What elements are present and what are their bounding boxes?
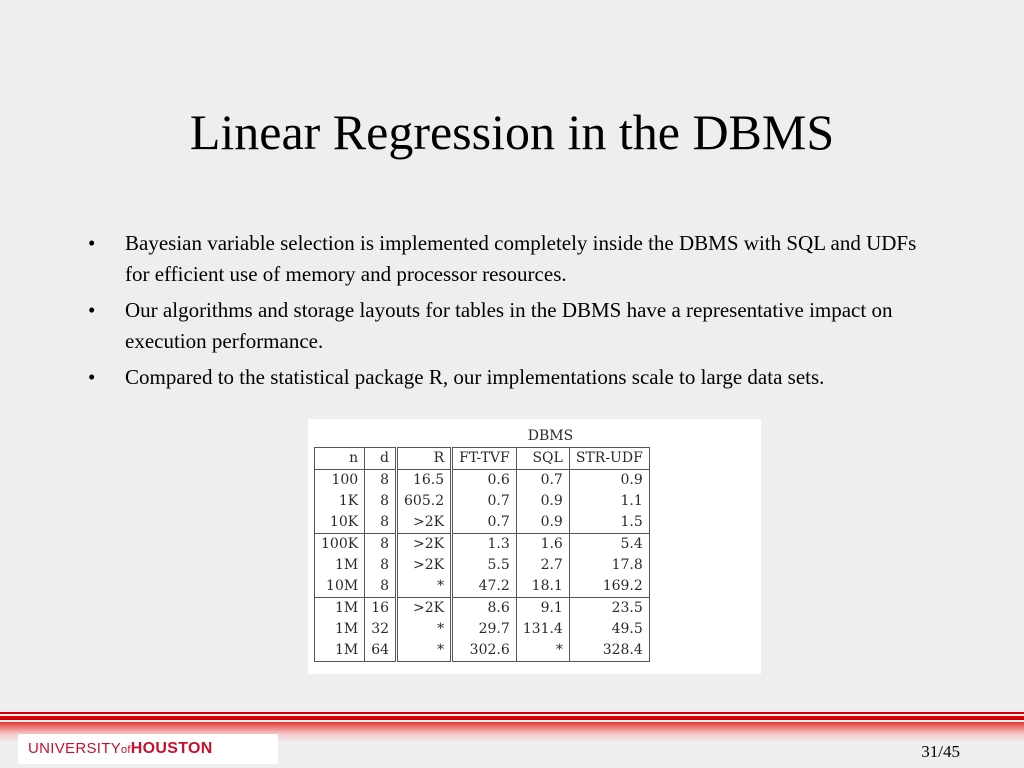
slide-title: Linear Regression in the DBMS	[189, 104, 835, 160]
table-cell: 2.7	[516, 555, 569, 576]
table-header-cell: SQL	[516, 448, 569, 470]
table-cell: 1.1	[569, 491, 649, 512]
table-cell: 1M	[315, 640, 365, 662]
table-header-cell: R	[397, 448, 452, 470]
table-cell: 8	[365, 576, 397, 598]
table-cell: 8.6	[452, 598, 517, 620]
bullet-text: Compared to the statistical package R, our implementations scale to large data sets.	[125, 365, 825, 389]
table-cell: 8	[365, 491, 397, 512]
table-cell: 8	[365, 555, 397, 576]
table-cell: >2K	[397, 512, 452, 534]
table-header-cell: FT-TVF	[452, 448, 517, 470]
table-cell: 0.9	[516, 512, 569, 534]
bullet-glyph: •	[88, 298, 96, 322]
table-cell: *	[516, 640, 569, 662]
table-cell: 302.6	[452, 640, 517, 662]
logo-of: of	[121, 744, 131, 756]
table-cell: 10K	[315, 512, 365, 534]
table-cell: 16.5	[397, 470, 452, 492]
bullet-item	[88, 295, 938, 357]
table-row	[315, 576, 650, 598]
table-cell: 1M	[315, 555, 365, 576]
table-cell: 100	[315, 470, 365, 492]
footer-accent-lines	[0, 712, 1024, 734]
table-cell: 1.6	[516, 534, 569, 556]
results-table	[314, 426, 650, 662]
table-cell: *	[397, 576, 452, 598]
table-cell: 131.4	[516, 619, 569, 640]
bullet-glyph: •	[88, 231, 96, 255]
table-cell: 328.4	[569, 640, 649, 662]
table-cell: >2K	[397, 534, 452, 556]
table-row	[315, 512, 650, 534]
table-cell: 5.4	[569, 534, 649, 556]
table-cell: *	[397, 640, 452, 662]
table-cell: 8	[365, 470, 397, 492]
table-row	[315, 619, 650, 640]
logo-university: UNIVERSITY	[28, 740, 122, 757]
table-cell: 0.7	[516, 470, 569, 492]
page-number: 31/45	[921, 742, 960, 761]
table-header-cell: STR-UDF	[569, 448, 649, 470]
table-group-header: DBMS	[527, 428, 574, 444]
table-cell: 1.3	[452, 534, 517, 556]
table-cell: 1M	[315, 598, 365, 620]
table-cell: 100K	[315, 534, 365, 556]
table-row	[315, 534, 650, 556]
table-cell: 23.5	[569, 598, 649, 620]
table-cell: 10M	[315, 576, 365, 598]
table-cell: 0.9	[569, 470, 649, 492]
table-row	[315, 598, 650, 620]
table-cell: 0.7	[452, 491, 517, 512]
table-header-cell: d	[365, 448, 397, 470]
table-header-cell: n	[315, 448, 365, 470]
table-row	[315, 640, 650, 662]
table-body	[315, 470, 650, 662]
table-cell: 49.5	[569, 619, 649, 640]
table-row	[315, 470, 650, 492]
table-cell: 64	[365, 640, 397, 662]
table-cell: 29.7	[452, 619, 517, 640]
table-header-row	[315, 448, 650, 470]
table-cell: 16	[365, 598, 397, 620]
table-group-header-row	[315, 426, 650, 448]
table-cell: 9.1	[516, 598, 569, 620]
table-cell: 1M	[315, 619, 365, 640]
table-cell: 0.9	[516, 491, 569, 512]
bullet-item	[88, 228, 938, 290]
bullet-text: Bayesian variable selection is implemented completely inside the DBMS with SQL and UDFs for efficient use of memory and processor resources.	[125, 231, 917, 286]
bullet-item	[88, 362, 938, 393]
table-row	[315, 555, 650, 576]
table-cell: 17.8	[569, 555, 649, 576]
university-logo	[18, 734, 278, 764]
logo-houston: HOUSTON	[130, 740, 213, 757]
bullet-list	[88, 228, 938, 398]
results-table-image	[308, 419, 761, 674]
table-cell: 1K	[315, 491, 365, 512]
table-row	[315, 491, 650, 512]
table-cell: 0.6	[452, 470, 517, 492]
table-cell: 47.2	[452, 576, 517, 598]
table-cell: 1.5	[569, 512, 649, 534]
table-cell: 605.2	[397, 491, 452, 512]
table-cell: 5.5	[452, 555, 517, 576]
table-cell: *	[397, 619, 452, 640]
table-cell: >2K	[397, 555, 452, 576]
table-cell: 18.1	[516, 576, 569, 598]
table-cell: 0.7	[452, 512, 517, 534]
table-cell: 8	[365, 512, 397, 534]
table-cell: 32	[365, 619, 397, 640]
bullet-text: Our algorithms and storage layouts for tables in the DBMS have a representative impact on execution performance.	[125, 298, 893, 353]
bullet-glyph: •	[88, 365, 96, 389]
table-cell: >2K	[397, 598, 452, 620]
table-cell: 8	[365, 534, 397, 556]
table-cell: 169.2	[569, 576, 649, 598]
